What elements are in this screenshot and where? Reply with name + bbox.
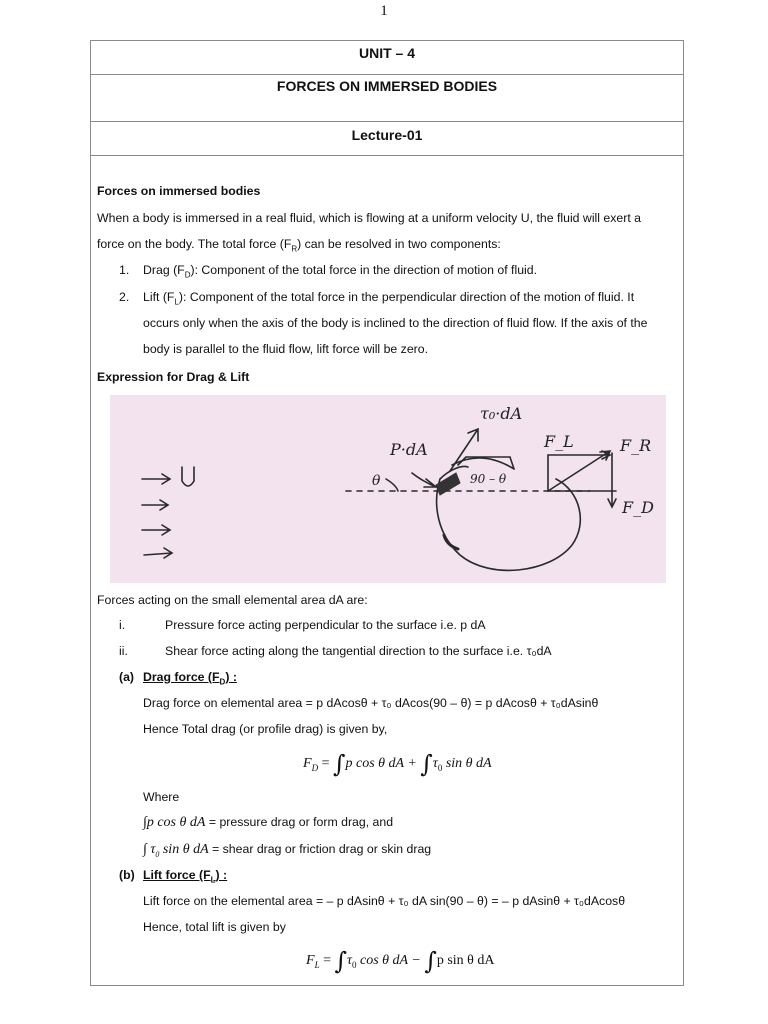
divider [91,74,683,75]
paragraph-line: Hence Total drag (or profile drag) is given by, [143,722,388,736]
paragraph-line: Lift force on the elemental area = – p dAsinθ + τ₀ dA sin(90 – θ) = – p dAsinθ + τ₀dAcosθ [143,894,626,908]
flow-arrow [144,548,172,558]
angle-label: 90 – θ [470,472,507,486]
list-item: Drag $(F_D)$: Component of the total force in the direction of motion of fluid. [143,263,538,280]
definition-line: ∫ $\tau_0$ sin θ dA = shear drag or friction drag or skin drag [143,842,432,859]
list-item-continued: occurs only when the axis of the body is inclined to the direction of fluid flow. If the axis of the [143,316,648,330]
paragraph-line: Hence, total lift is given by [143,920,286,934]
theta-label: θ [372,473,381,489]
lift-equation: $F_L = \int\tau_0$ cos θ dA − ∫p sin θ dA [306,947,495,975]
section-heading: Expression for Drag & Lift [97,370,250,384]
subsection-label: (b) [119,868,135,882]
subsection-title: Drag force $(F_D)$ : [143,670,237,687]
lecture-title: Lecture-01 [351,127,423,143]
section-heading: Forces on immersed bodies [97,184,261,198]
paragraph-line: Where [143,790,180,804]
list-item: Lift $(F_L)$: Component of the total force in the perpendicular direction of the motion of fluid. It [143,290,635,307]
paragraph-line: Forces acting on the small elemental area dA are: [97,593,368,607]
velocity-u-glyph [182,467,194,486]
page-number: 1 [380,3,388,19]
list-number: 1. [119,263,130,277]
flow-arrow [142,500,168,510]
pressure-arrow [412,473,436,487]
immersed-body-outline [437,479,581,570]
unit-title: UNIT – 4 [358,45,415,61]
list-item: Shear force acting along the tangential direction to the surface i.e. τ₀dA [165,644,552,658]
drag-arrow [608,453,616,507]
velocity-label: U [180,483,181,484]
chapter-title: FORCES ON IMMERSED BODIES [276,78,498,94]
subsection-title: Lift force $(F_L)$ : [143,868,228,885]
divider [91,155,683,156]
list-number: ii. [119,644,128,658]
pressure-label: P·dA [390,440,428,459]
paragraph-line: force on the body. The total force $(F_R)$ can be resolved in two components: [97,237,501,254]
divider [91,121,683,122]
list-item: Pressure force acting perpendicular to the surface i.e. p dA [165,618,486,632]
force-diagram-svg [110,395,666,583]
definition-line: ∫p cos θ dA = pressure drag or form drag, and [143,815,394,830]
drag-label: F_D [622,498,654,517]
shear-label: τ₀·dA [480,404,523,423]
list-number: i. [119,618,126,632]
flow-arrow [142,525,170,535]
paragraph-line: When a body is immersed in a real fluid, which is flowing at a uniform velocity U, the fluid will exert a [97,211,642,225]
list-number: 2. [119,290,130,304]
subsection-label: (a) [119,670,135,684]
lift-label: F_L [544,432,574,451]
resultant-label: F_R [620,436,652,455]
paragraph-line: Drag force on elemental area = p dAcosθ + τ₀ dAcos(90 – θ) = p dAcosθ + τ₀dAsinθ [143,696,599,710]
list-item-continued: body is parallel to the fluid flow, lift force will be zero. [143,342,429,356]
immersed-body-diagram [110,395,666,583]
flow-arrow [142,474,170,484]
drag-equation: $F_D = \int p$ cos θ dA + $\int\tau_0$ sin θ dA [303,750,492,778]
resultant-arrow [548,451,610,491]
